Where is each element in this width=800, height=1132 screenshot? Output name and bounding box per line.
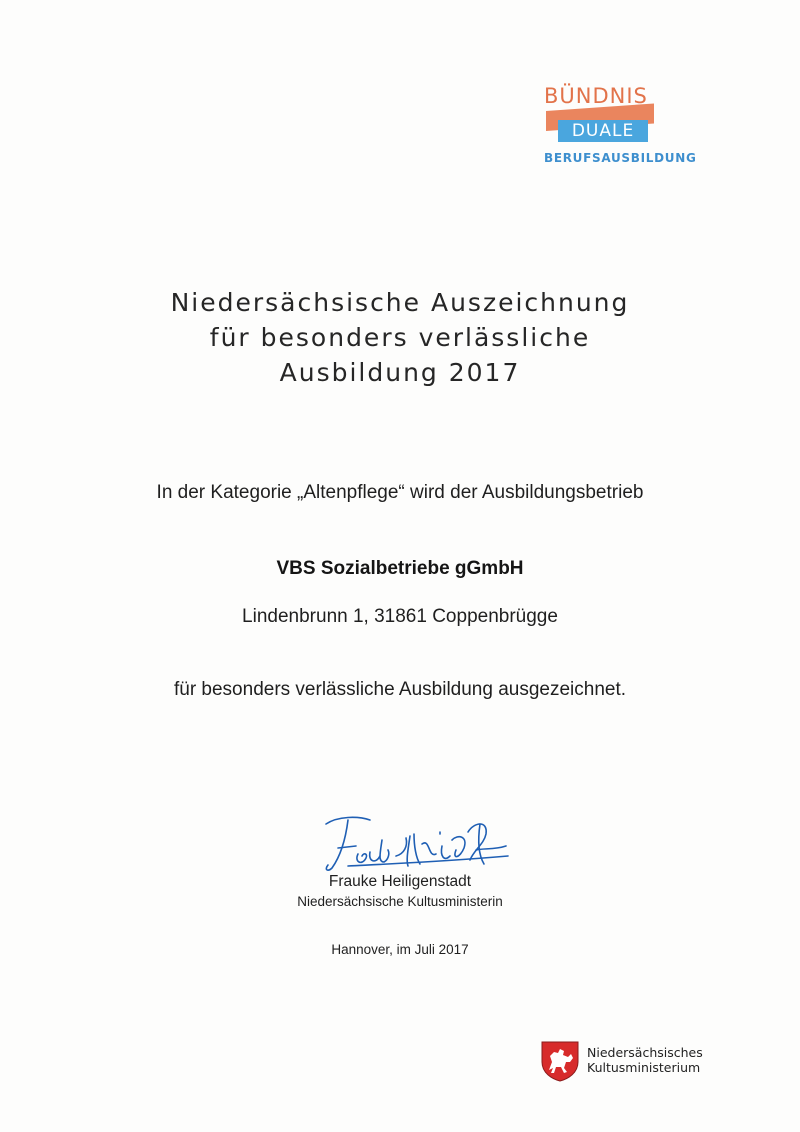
- company-address: Lindenbrunn 1, 31861 Coppenbrügge: [242, 606, 558, 627]
- logo-word-duale: DUALE: [571, 121, 635, 141]
- lower-saxony-crest-icon: [540, 1040, 580, 1082]
- certificate-title: [0, 285, 800, 390]
- handwritten-signature: [318, 810, 518, 880]
- signatory-name: Frauke Heiligenstadt: [328, 873, 472, 890]
- award-statement: für besonders verlässliche Ausbildung ausgezeichnet.: [173, 679, 627, 700]
- ministry-name: [587, 1045, 703, 1075]
- title-line-1: Niedersächsische Auszeichnung: [170, 288, 630, 317]
- place-and-date: Hannover, im Juli 2017: [331, 942, 469, 957]
- logo-word-buendnis: BÜNDNIS: [544, 84, 648, 108]
- buendnis-logo: [538, 86, 698, 170]
- ministry-name-line-1: Niedersächsisches: [587, 1045, 703, 1060]
- ministry-name-line-2: Kultusministerium: [587, 1060, 701, 1075]
- logo-word-berufsausbildung: BERUFSAUSBILDUNG: [544, 151, 697, 165]
- signatory-role: Niedersächsische Kultusministerin: [297, 894, 503, 909]
- title-line-2: für besonders verlässliche: [209, 323, 591, 352]
- company-name: VBS Sozialbetriebe gGmbH: [276, 558, 524, 579]
- title-line-3: Ausbildung 2017: [279, 358, 521, 387]
- category-intro: In der Kategorie „Altenpflege“ wird der Ausbildungsbetrieb: [156, 482, 644, 503]
